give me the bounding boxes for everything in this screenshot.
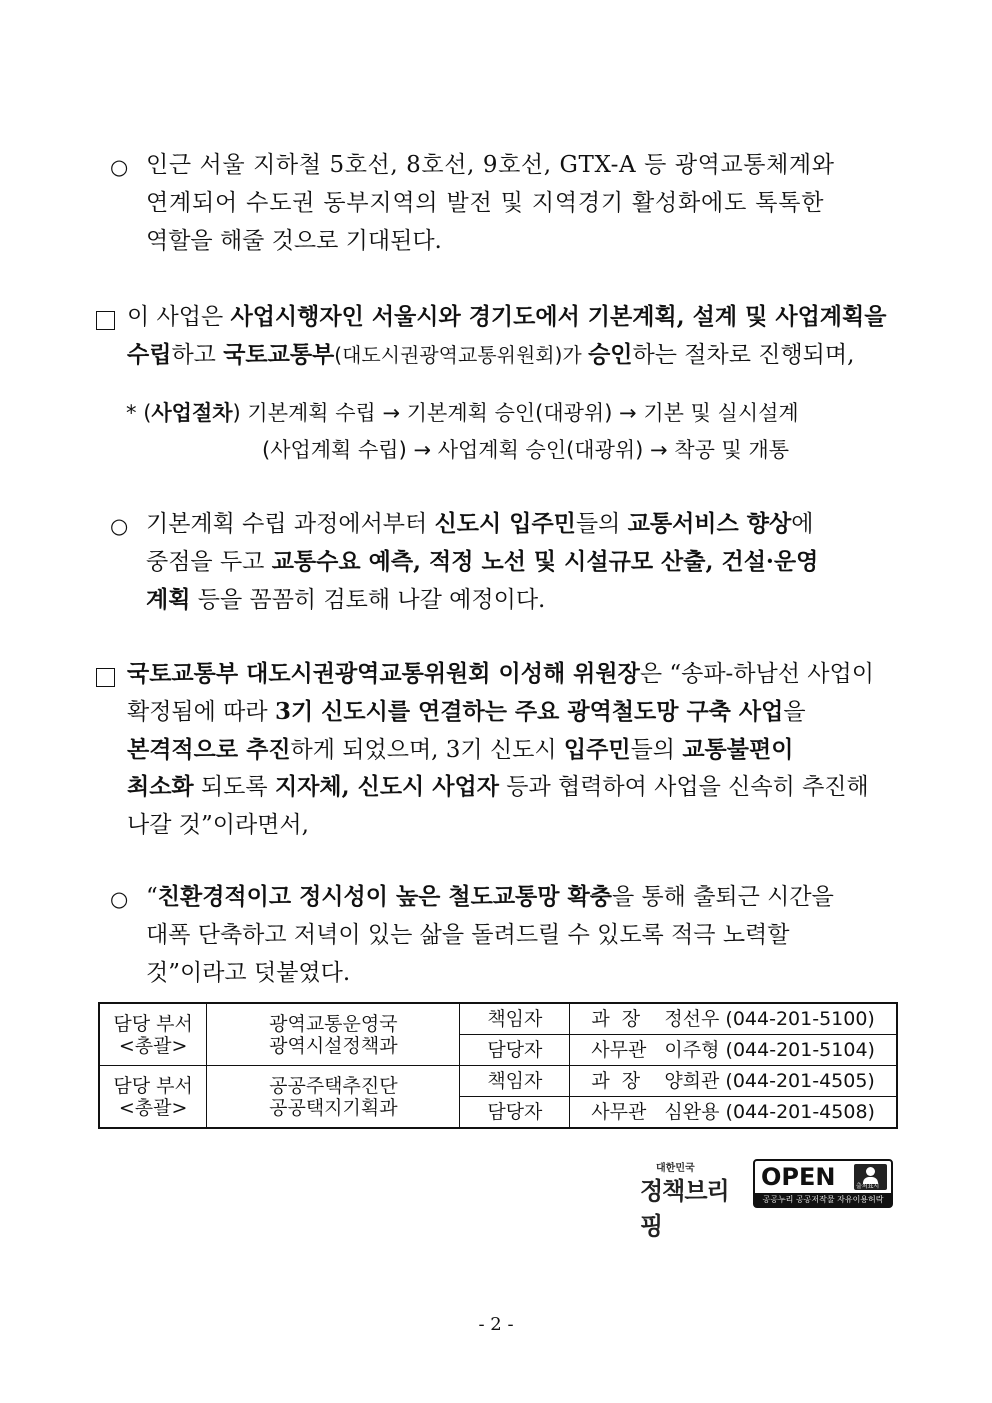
paragraph-4-line-5: 나갈 것”이라면서, [127, 812, 309, 838]
org-cell: 광역교통운영국 광역시설정책과 [207, 1003, 460, 1066]
open-text: OPEN [761, 1163, 836, 1191]
contact-cell: 사무관 이주형 (044-201-5104) [570, 1035, 897, 1066]
logo-big-text: 정책브리핑 [640, 1177, 729, 1240]
paragraph-1-line-3: 역할을 해줄 것으로 기대된다. [146, 228, 442, 254]
contacts-table [98, 1002, 898, 1129]
dept-label-cell: 담당 부서 <총괄> [99, 1066, 207, 1129]
policy-briefing-logo [640, 1158, 746, 1240]
circle-bullet: ○ [110, 514, 129, 538]
procedure-note-line-1: * (사업절차) 기본계획 수립 → 기본계획 승인(대광위) → 기본 및 실시설계 [126, 401, 799, 425]
attribution-icon: 출처표시 [854, 1164, 887, 1190]
contact-cell: 과 장 정선우 (044-201-5100) [570, 1003, 897, 1035]
footer-logos [640, 1158, 890, 1240]
role-cell: 책임자 [460, 1066, 570, 1097]
paragraph-5-line-1: “친환경적이고 정시성이 높은 철도교통망 확충을 통해 출퇴근 시간을 [146, 883, 834, 910]
square-bullet [96, 668, 115, 687]
dept-label-cell: 담당 부서 <총괄> [99, 1003, 207, 1066]
paragraph-4-line-2: 확정됨에 따라 3기 신도시를 연결하는 주요 광역철도망 구축 사업을 [127, 698, 806, 725]
page-number: - 2 - [478, 1314, 514, 1335]
paragraph-2-line-1: 이 사업은 사업시행자인 서울시와 경기도에서 기본계획, 설계 및 사업계획을 [127, 303, 887, 330]
open-license-logo [753, 1159, 893, 1208]
paragraph-4-line-4: 최소화 되도록 지자체, 신도시 사업자 등과 협력하여 사업을 신속히 추진해 [127, 773, 869, 800]
role-cell: 담당자 [460, 1097, 570, 1129]
role-cell: 책임자 [460, 1003, 570, 1035]
procedure-note-line-2: (사업계획 수립) → 사업계획 승인(대광위) → 착공 및 개통 [262, 438, 790, 462]
org-cell: 공공주택추진단 공공택지기획과 [207, 1066, 460, 1129]
table-row [99, 1066, 897, 1097]
paragraph-1-line-2: 연계되어 수도권 동부지역의 발전 및 지역경기 활성화에도 톡톡한 [146, 190, 825, 216]
paragraph-5-line-2: 대폭 단축하고 저녁이 있는 삶을 돌려드릴 수 있도록 적극 노력할 [146, 922, 790, 948]
paragraph-2-line-2: 수립하고 국토교통부(대도시권광역교통위원회)가 승인하는 절차로 진행되며, [127, 341, 855, 368]
paragraph-5-line-3: 것”이라고 덧붙였다. [146, 960, 351, 986]
paragraph-1-line-1: 인근 서울 지하철 5호선, 8호선, 9호선, GTX-A 등 광역교통체계와 [146, 152, 835, 178]
paragraph-4-line-3: 본격적으로 추진하게 되었으며, 3기 신도시 입주민들의 교통불편이 [127, 736, 794, 763]
paragraph-4-line-1: 국토교통부 대도시권광역교통위원회 이성해 위원장은 “송파-하남선 사업이 [127, 660, 874, 687]
contact-cell: 과 장 양희관 (044-201-4505) [570, 1066, 897, 1097]
circle-bullet: ○ [110, 155, 129, 179]
contact-cell: 사무관 심완용 (044-201-4508) [570, 1097, 897, 1129]
square-bullet [96, 311, 115, 330]
logo-small-text: 대한민국 [656, 1163, 695, 1174]
circle-bullet: ○ [110, 887, 129, 911]
paragraph-3-line-1: 기본계획 수립 과정에서부터 신도시 입주민들의 교통서비스 향상에 [146, 510, 814, 537]
open-license-strip: 공공누리 공공저작물 자유이용허락 [755, 1193, 891, 1206]
role-cell: 담당자 [460, 1035, 570, 1066]
paragraph-3-line-2: 중점을 두고 교통수요 예측, 적정 노선 및 시설규모 산출, 건설·운영 [146, 548, 819, 575]
table-row [99, 1003, 897, 1035]
paragraph-3-line-3: 계획 등을 꼼꼼히 검토해 나갈 예정이다. [146, 586, 546, 613]
